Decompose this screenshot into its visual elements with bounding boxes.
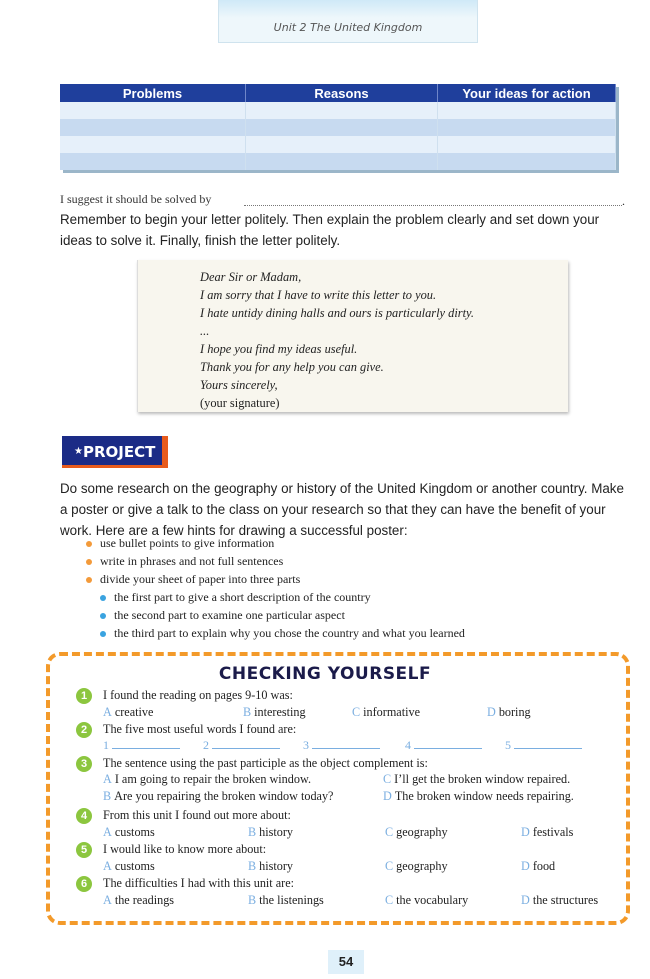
bullet-icon bbox=[86, 559, 92, 565]
table-cell[interactable] bbox=[60, 136, 246, 153]
bullet-icon bbox=[86, 541, 92, 547]
word-blank[interactable]: 3 bbox=[303, 738, 380, 753]
option[interactable]: B interesting bbox=[243, 705, 306, 719]
bullet-icon bbox=[100, 613, 106, 619]
word-blank[interactable]: 1 bbox=[103, 738, 180, 753]
question-number: 5 bbox=[76, 842, 92, 858]
bullet-icon bbox=[86, 577, 92, 583]
table-row bbox=[60, 136, 616, 153]
project-intro: Do some research on the geography or history of the United Kingdom or another country. Make a poster or give a talk to the class on your research so that they can have the benefit of your work. Here are a few hints for drawing a successful poster: bbox=[60, 481, 624, 538]
letter-line: ... bbox=[200, 324, 210, 338]
option[interactable]: C geography bbox=[385, 825, 448, 839]
letter-line: I am sorry that I have to write this letter to you. bbox=[200, 288, 437, 302]
table-row bbox=[60, 119, 616, 136]
question-number: 1 bbox=[76, 688, 92, 704]
project-badge-label: PROJECT bbox=[82, 443, 156, 461]
header-reasons: Reasons bbox=[246, 84, 438, 102]
option[interactable]: D festivals bbox=[521, 825, 574, 839]
letter-line: Thank you for any help you can give. bbox=[200, 360, 384, 374]
option[interactable]: C I’ll get the broken window repaired. bbox=[383, 772, 571, 786]
unit-banner bbox=[218, 0, 478, 43]
bullet-icon bbox=[100, 595, 106, 601]
option[interactable]: B Are you repairing the broken window today? bbox=[103, 789, 334, 803]
list-item: use bullet points to give information bbox=[86, 536, 274, 551]
question-text: The five most useful words I found are: bbox=[103, 722, 297, 736]
option[interactable]: B history bbox=[248, 859, 293, 873]
list-item: divide your sheet of paper into three parts bbox=[86, 572, 300, 587]
option[interactable]: B history bbox=[248, 825, 293, 839]
letter-line: Yours sincerely, bbox=[200, 378, 278, 392]
option[interactable]: D boring bbox=[487, 705, 531, 719]
header-ideas: Your ideas for action bbox=[438, 84, 616, 102]
table-cell[interactable] bbox=[246, 119, 438, 136]
table-cell[interactable] bbox=[246, 102, 438, 119]
option[interactable]: B the listenings bbox=[248, 893, 324, 907]
question-text: The difficulties I had with this unit are: bbox=[103, 876, 295, 890]
list-item: the first part to give a short description of the country bbox=[100, 590, 371, 605]
option[interactable]: C geography bbox=[385, 859, 448, 873]
question-text: The sentence using the past participle as the object complement is: bbox=[103, 756, 428, 770]
option[interactable]: A customs bbox=[103, 825, 155, 839]
banner-decoration bbox=[219, 0, 477, 18]
header-problems: Problems bbox=[60, 84, 246, 102]
question-number: 6 bbox=[76, 876, 92, 892]
project-badge bbox=[62, 436, 168, 468]
option[interactable]: A the readings bbox=[103, 893, 175, 907]
table-cell[interactable] bbox=[438, 119, 616, 136]
option[interactable]: C informative bbox=[352, 705, 420, 719]
letter-instructions: Remember to begin your letter politely. Then explain the problem clearly and set down your ideas to solve it. Finally, finish the letter politely. bbox=[60, 212, 600, 248]
page-number: 54 bbox=[328, 950, 364, 974]
checking-title: CHECKING YOURSELF bbox=[218, 664, 432, 684]
question-text: I found the reading on pages 9-10 was: bbox=[103, 688, 293, 702]
option[interactable]: D the structures bbox=[521, 893, 599, 907]
word-blank[interactable]: 4 bbox=[405, 738, 482, 753]
table-cell[interactable] bbox=[438, 102, 616, 119]
option[interactable]: A I am going to repair the broken window. bbox=[103, 772, 312, 786]
letter-line: I hope you find my ideas useful. bbox=[200, 342, 358, 356]
letter-signature: (your signature) bbox=[200, 396, 280, 410]
suggest-answer-line[interactable] bbox=[244, 205, 622, 206]
table-cell[interactable] bbox=[438, 153, 616, 170]
question-text: I would like to know more about: bbox=[103, 842, 267, 856]
letter-line: I hate untidy dining halls and ours is particularly dirty. bbox=[200, 306, 474, 320]
option[interactable]: D The broken window needs repairing. bbox=[383, 789, 574, 803]
table-cell[interactable] bbox=[246, 153, 438, 170]
question-number: 3 bbox=[76, 756, 92, 772]
word-blank[interactable]: 2 bbox=[203, 738, 280, 753]
question-number: 4 bbox=[76, 808, 92, 824]
list-item: write in phrases and not full sentences bbox=[86, 554, 283, 569]
table-cell[interactable] bbox=[60, 102, 246, 119]
suggest-label: I suggest it should be solved by bbox=[60, 192, 212, 206]
letter-line: Dear Sir or Madam, bbox=[200, 270, 302, 284]
letter-sample bbox=[137, 260, 568, 412]
list-item: the second part to examine one particular aspect bbox=[100, 608, 345, 623]
option[interactable]: A creative bbox=[103, 705, 154, 719]
table-cell[interactable] bbox=[438, 136, 616, 153]
option[interactable]: D food bbox=[521, 859, 556, 873]
star-icon: ★ bbox=[74, 446, 83, 457]
question-text: From this unit I found out more about: bbox=[103, 808, 291, 822]
word-blank[interactable]: 5 bbox=[505, 738, 582, 753]
unit-title: Unit 2 The United Kingdom bbox=[273, 21, 423, 34]
option[interactable]: C the vocabulary bbox=[385, 893, 469, 907]
option[interactable]: A customs bbox=[103, 859, 155, 873]
table-cell[interactable] bbox=[60, 119, 246, 136]
problems-table bbox=[60, 84, 616, 170]
suggest-period: . bbox=[622, 194, 625, 208]
list-item: the third part to explain why you chose the country and what you learned bbox=[100, 626, 465, 641]
question-number: 2 bbox=[76, 722, 92, 738]
table-cell[interactable] bbox=[60, 153, 246, 170]
table-row bbox=[60, 153, 616, 170]
table-cell[interactable] bbox=[246, 136, 438, 153]
table-row bbox=[60, 102, 616, 119]
bullet-icon bbox=[100, 631, 106, 637]
